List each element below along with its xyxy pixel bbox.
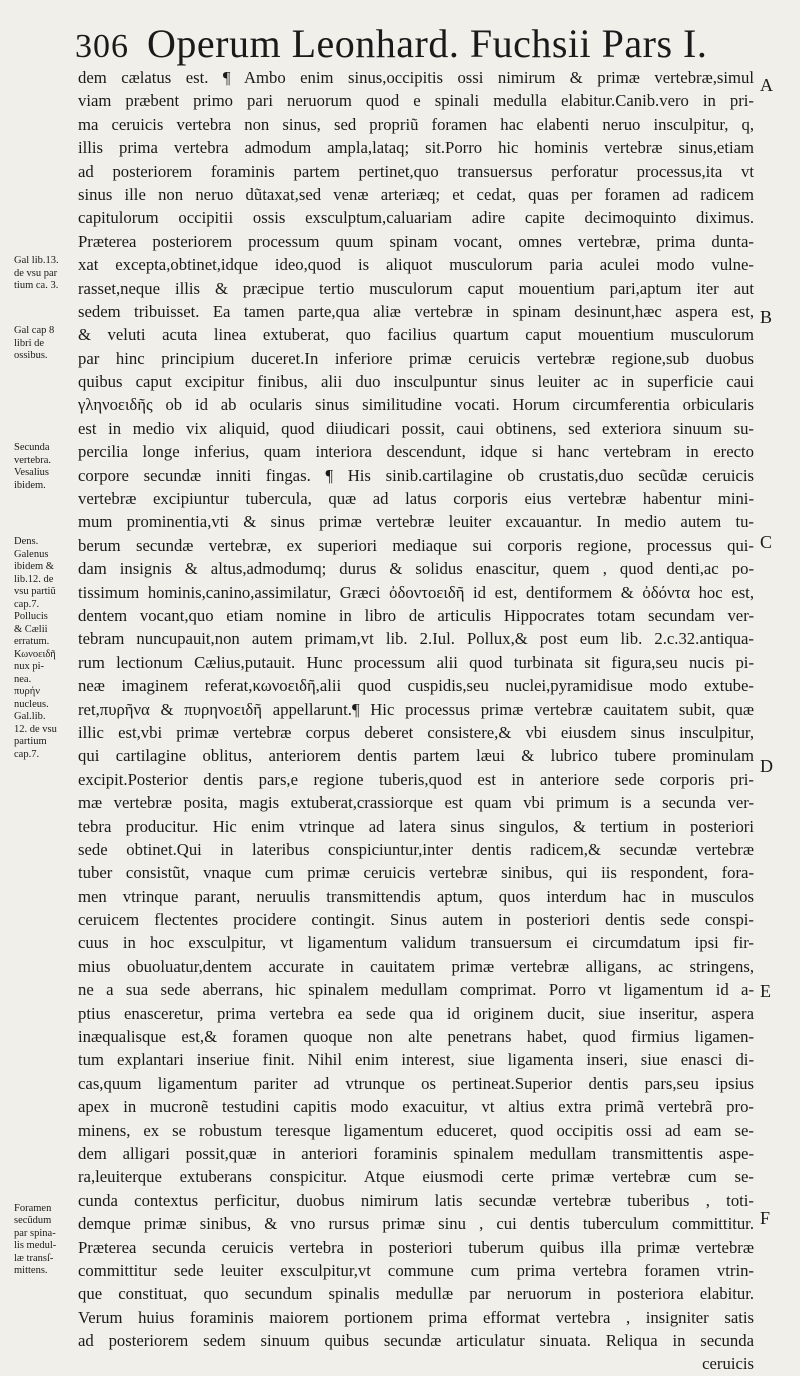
margin-note-line: Secunda — [14, 442, 50, 454]
section-letter: D — [760, 756, 773, 777]
text-line: tebra producitur. Hic enim vtrinque ad latera sinus singulos, & tertium in posteriori — [78, 816, 754, 836]
text-line: illic est,vbi primæ vertebræ corpus deberet consistere,& vbi eiusdem sinus insculpitur, — [78, 722, 754, 742]
margin-note-line: ibidem & — [14, 561, 54, 572]
margin-note-line: par spina- — [14, 1227, 56, 1239]
text-line: sedem tribuisset. Ea tamen parte,qua aliæ vertebræ in spinam desinunt,hæc aspera est, — [78, 301, 754, 321]
text-line: cuus in hoc exsculpitur, vt ligamentum validum transuersum ei circumdatum ipsi fir- — [78, 933, 754, 953]
text-line: ceruicis — [702, 1354, 754, 1374]
text-line: que constituat, quo secundum spinalis medullæ par neruorum in posteriora elabitur. — [78, 1284, 754, 1304]
section-letter: F — [760, 1207, 771, 1228]
margin-note-line: vertebra. — [14, 454, 52, 466]
text-line: sede obtinet.Qui in lateribus conspiciuntur,inter dentis radicem,& secundæ vertebræ — [78, 839, 754, 859]
text-line: Præterea posteriorem processum quum spinam vocant, omnes vertebræ, prima dunta- — [78, 231, 754, 251]
margin-note-line: & Cælii — [14, 623, 48, 635]
text-line: Præterea secunda ceruicis vertebra in posteriori tuberum quibus illa primæ vertebræ — [78, 1237, 754, 1257]
text-line: est in medio vix aliquid, quod diiudicari possit, caui obtinens, sed exteriora sinuum su- — [78, 418, 754, 438]
text-line: ne a sua sede aberrans, hic spinalem medullam comprimat. Porro vt ligamentum id a- — [78, 980, 754, 1000]
text-line: apex in mucronẽ testudini capitis modo exacuitur, vt altius extra primã vertebrã pro- — [78, 1097, 754, 1117]
text-line: mæ vertebræ posita, magis extuberat,crassiorque est quam vbi primum is a secunda ver- — [78, 793, 754, 813]
text-line: excipit.Posterior dentis pars,e regione tuberis,quod est in anteriore sede corporis pri- — [78, 769, 754, 789]
text-line: dem cælatus est. ¶ Ambo enim sinus,occipitis ossi nimirum & primæ vertebræ,simul — [78, 68, 754, 87]
text-line: rum lectionum Cælius,putauit. Hunc processum alii quod turbinata sit figura,seu nucis pi- — [78, 652, 754, 672]
margin-note — [14, 325, 78, 363]
text-line: qui cartilagine oblitus, anteriorem dentis partem læui & lubrico tubere prominulam — [78, 746, 754, 766]
text-line: dentem vocant,quo etiam nomine in libro de articulis Hippocrates totam secundam ver- — [78, 605, 754, 625]
margin-note-line: Gal.lib. — [14, 711, 46, 722]
margin-note-line: nucleus. — [14, 698, 49, 710]
section-letter: B — [760, 307, 773, 328]
margin-note-line: nux pi- — [14, 661, 45, 672]
margin-note-line: Galenus — [14, 548, 49, 560]
text-line: tissimum hominis,canino,assimilatur, Græci ὀδοντοειδῆ id est, dentiformem & ὀδόντα hoc est, — [78, 582, 754, 602]
text-line: illis prima vertebra admodum ampla,lataq; sit.Porro hic hominis vertebræ sinus,etiam — [78, 138, 754, 158]
margin-note-line: mittens. — [14, 1265, 48, 1277]
margin-note-line: lis medul- — [14, 1240, 57, 1252]
margin-note — [14, 442, 78, 492]
body-text — [78, 66, 754, 1376]
margin-note-line: Pollucis — [14, 611, 48, 622]
margin-note — [14, 536, 78, 761]
section-letter: A — [760, 75, 773, 96]
margin-note-line: erratum. — [14, 636, 50, 647]
text-line: committitur sede leuiter exsculpitur,vt commune cum prima vertebra foramen vtrin- — [78, 1260, 754, 1280]
text-line: xat excepta,obtinet,idque ideo,quod is aliquot musculorum paria aculei modo vulne- — [78, 255, 754, 275]
section-letter: E — [760, 980, 771, 1001]
margin-note-line: de vsu par — [14, 267, 58, 279]
text-line: ad posteriorem foraminis partem pertinet,quo transuersus perforatur processus,ita vt — [78, 161, 754, 181]
margin-note-line: tium ca. 3. — [14, 280, 59, 292]
text-line: percilia longe inferius, quam interiora descendunt, idque si hanc vertebram in erecto — [78, 442, 754, 462]
text-line: mius obuoluatur,dentem accurate in cauitatem primæ vertebræ alligans, ac stringens, — [78, 956, 754, 976]
section-letter: C — [760, 531, 773, 552]
text-line: neæ imaginem referat,κωνοειδῆ,alii quod cuspidis,seu nuclei,pyramidisue modo extube- — [78, 676, 754, 696]
text-line: ma ceruicis vertebra non sinus, sed propriũ foramen hac elabenti neruo insculpitur, q, — [78, 114, 754, 134]
text-line: par hinc principium duceret.In inferiore primæ ceruicis vertebræ regione,sub duobus — [78, 348, 754, 368]
margin-note-line: secũdum — [14, 1215, 52, 1227]
margin-note-line: Vesalius — [14, 467, 49, 479]
text-line: cas,quum ligamentum pariter ad vtrunque os pertineat.Superior dentis pars,seu ipsius — [78, 1073, 754, 1093]
text-line: & veluti acuta linea extuberat, quo facilius quartum caput mouentium musculorum — [78, 325, 754, 345]
text-line: minens, ex se robustum teresque ligamentum educeret, quod occipitis ossi ad eam se- — [78, 1120, 754, 1140]
text-line: berum secundæ vertebræ, ex superiori mediaque sui corporis regione, processus qui- — [78, 535, 754, 555]
margin-note-line: Κωνοειδῆ — [14, 648, 56, 660]
margin-note-line: ossibus. — [14, 350, 48, 362]
margin-note-line: lib.12. de — [14, 573, 54, 585]
text-line: ad posteriorem sedem sinuum quibus secundæ articulatur sinuata. Reliqua in secunda — [78, 1331, 754, 1351]
margin-note — [14, 255, 78, 293]
text-line: Verum huius foraminis maiorem portionem prima efformat vertebra , insigniter satis — [78, 1307, 754, 1327]
margin-note-line: Dens. — [14, 536, 39, 547]
margin-note-line: 12. de vsu — [14, 723, 57, 735]
text-line: vertebræ excipiuntur tubercula, quæ ad latus corporis eius vertebræ habentur mini- — [78, 489, 754, 509]
margin-note-line: partium — [14, 736, 47, 747]
margin-note-line: Gal lib.13. — [14, 255, 59, 267]
text-line: ptius enasceretur, prima vertebra ea sede qua id originem ducit, siue inseritur, aspera — [78, 1003, 754, 1023]
text-line: viam præbent primo pari neruorum quod e spinali medulla elabitur.Canib.vero in pri- — [78, 91, 754, 111]
text-line: γληνοειδῆς ob id ab ocularis sinus similitudine vocati. Horum circumferentia orbicularis — [78, 395, 754, 415]
margin-note-line: πυρήν — [14, 686, 40, 697]
text-line: dam insignis & altus,admodumq; durus & solidus enascitur, quem , quod denti,ac po- — [78, 559, 754, 579]
margin-note-line: nea. — [14, 673, 32, 685]
margin-note-line: cap.7. — [14, 598, 40, 610]
text-line: ceruicem flectentes procidere contingit. Sinus autem in posteriori dentis sede conspi- — [78, 910, 754, 930]
text-line: mum prominentia,vti & sinus primæ vertebræ leuiter excauantur. In medio autem tu- — [78, 512, 754, 532]
margin-note-line: libri de — [14, 337, 45, 349]
text-line: tebram nuncupauit,non autem primam,vt lib. 2.Iul. Pollux,& post eum lib. 2.c.32.antiqua- — [78, 629, 754, 649]
margin-note-line: vsu partiũ — [14, 586, 56, 597]
running-head — [75, 20, 707, 67]
margin-note-line: cap.7. — [14, 748, 40, 760]
margin-note-line: Gal cap 8 — [14, 325, 55, 337]
text-line: dem alligari possit,quæ in anteriori foraminis spinalem medullam transmittentis aspe- — [78, 1143, 754, 1163]
margin-note-line: Foramen — [14, 1202, 52, 1214]
text-line: sinus ille non neruo dũtaxat,sed venæ arteriæq; et cedat, quas per foramen ad radicem — [78, 184, 754, 204]
text-line: men vtrinque parant, neruulis transmittendis aptum, quos interdum hac in musculos — [78, 886, 754, 906]
margin-note-line: ibidem. — [14, 479, 46, 491]
margin-note-line: læ transſ- — [14, 1252, 54, 1264]
margin-note — [14, 1203, 78, 1278]
text-line: cunda contextus perficitur, duobus nimirum latis secundæ vertebræ tuberibus , toti- — [78, 1190, 754, 1210]
text-line: tuber consistũt, vnaque cum primæ ceruicis vertebræ sinibus, qui iis respondent, fora- — [78, 863, 754, 883]
running-title: Operum Leonhard. Fuchsii Pars I. — [147, 21, 708, 66]
text-line: quibus caput excipitur finibus, alii duo insculpuntur sinus leuiter ac in superficie caui — [78, 372, 754, 392]
text-line: rasset,neque illis & præcipue tertio musculorum caput mouentium pari,aptum iter aut — [78, 278, 754, 298]
text-line: inæqualisque est,& foramen quoque non alte penetrans habet, quod firmius ligamen- — [78, 1027, 754, 1047]
text-line: tum explantari inseriue finit. Nihil enim interest, siue ligamenta inseri, siue enasci di- — [78, 1050, 754, 1070]
text-line: ret,πυρῆνα & πυρηνοειδῆ appellarunt.¶ Hic processus primæ vertebræ cauitatem subit, quæ — [78, 699, 754, 719]
text-line: ra,leuiterque extuberans conspicitur. Atque eiusmodi certe primæ vertebræ cum se- — [78, 1167, 754, 1187]
text-line: capitulorum occipitii ossis exsculptum,caluariam adire capite decimoquinto diximus. — [78, 208, 754, 228]
page-number: 306 — [75, 28, 129, 65]
text-line: demque primæ sinibus, & vno rursus primæ sinu , cui dentis tuberculum committitur. — [78, 1214, 754, 1234]
text-line: corpore secundæ inniti fingas. ¶ His sinib.cartilagine ob crustatis,duo secũdæ ceruicis — [78, 465, 754, 485]
